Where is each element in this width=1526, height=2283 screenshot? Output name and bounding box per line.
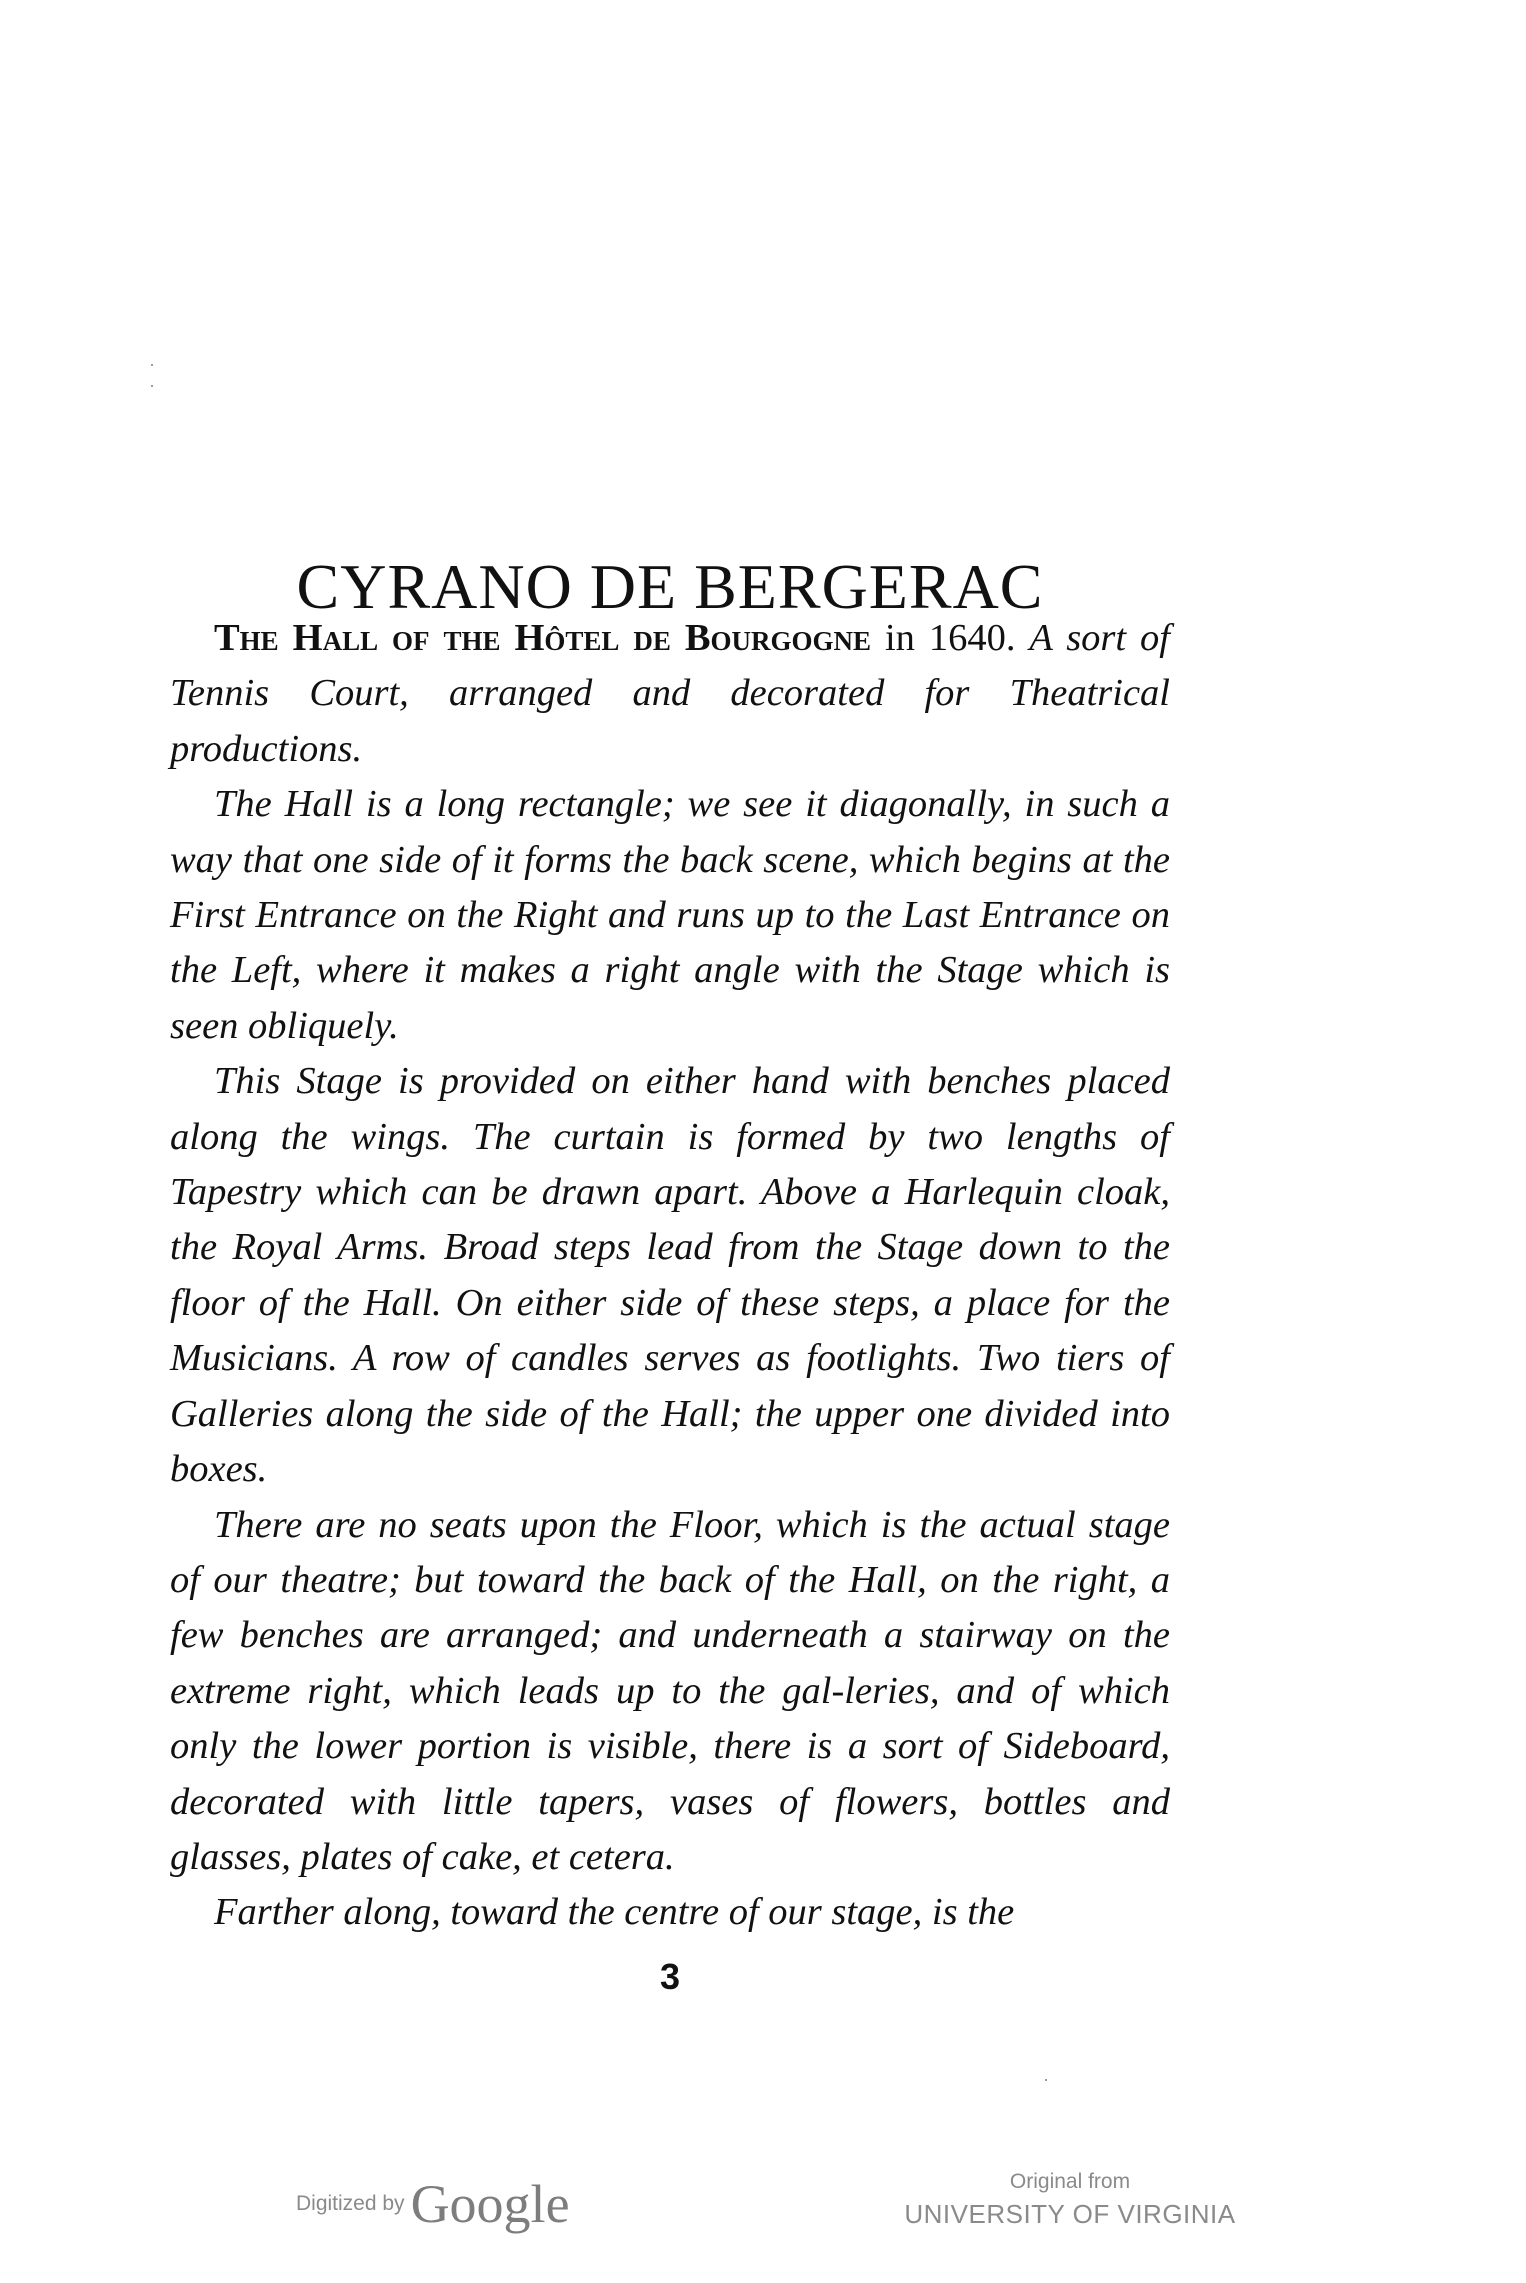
google-logo: Google	[410, 2174, 570, 2234]
paragraph-1	[170, 611, 1170, 777]
paragraph-2: The Hall is a long rectangle; we see it diagonally, in such a way that one side of it forms the back scene, which begins at the First Entrance on the Right and runs up to the Last Entrance on the Left, where it makes a right angle with the Stage which is seen obliquely.	[170, 783, 1170, 1047]
scan-speck	[151, 385, 153, 387]
scan-speck	[151, 364, 153, 366]
paragraph-4: There are no seats upon the Floor, which is the actual stage of our theatre; but toward the back of the Hall, on the right, a few benches are arranged; and underneath a stairway on the extreme right, which leads up to the gal-leries, and of which only the lower portion is visible, there is a sort of Sideboard, decorated with little tapers, vases of flowers, bottles and glasses, plates of cake, et cetera.	[170, 1503, 1170, 1878]
setting-description: A sort of Tennis Court, arranged and decorated for Theatrical productions.	[170, 617, 1170, 770]
setting-year: in 1640.	[871, 617, 1030, 659]
scan-speck	[1045, 2079, 1047, 2081]
paragraph-5: Farther along, toward the centre of our stage, is the	[214, 1891, 1015, 1934]
paragraph-3: This Stage is provided on either hand with benches placed along the wings. The curtain is formed by two lengths of Tapestry which can be drawn apart. Above a Harlequin cloak, the Royal Arms. Broad steps lead from the Stage down to the floor of the Hall. On either side of these steps, a place for the Musicians. A row of candles serves as footlights. Two tiers of Galleries along the side of the Hall; the upper one divided into boxes.	[170, 1060, 1170, 1491]
source-line-1: Original from	[1009, 2170, 1131, 2193]
body-text	[170, 611, 1170, 1941]
page-number: 3	[659, 1956, 681, 1997]
setting-smallcaps: The Hall of the Hôtel de Bourgogne	[214, 617, 872, 659]
source-watermark	[900, 2167, 1240, 2231]
page-title: CYRANO DE BERGERAC	[296, 550, 1044, 622]
source-line-2: UNIVERSITY OF VIRGINIA	[904, 2199, 1236, 2229]
digitized-label: Digitized by	[296, 2192, 405, 2215]
digitized-by-watermark	[296, 2173, 570, 2235]
